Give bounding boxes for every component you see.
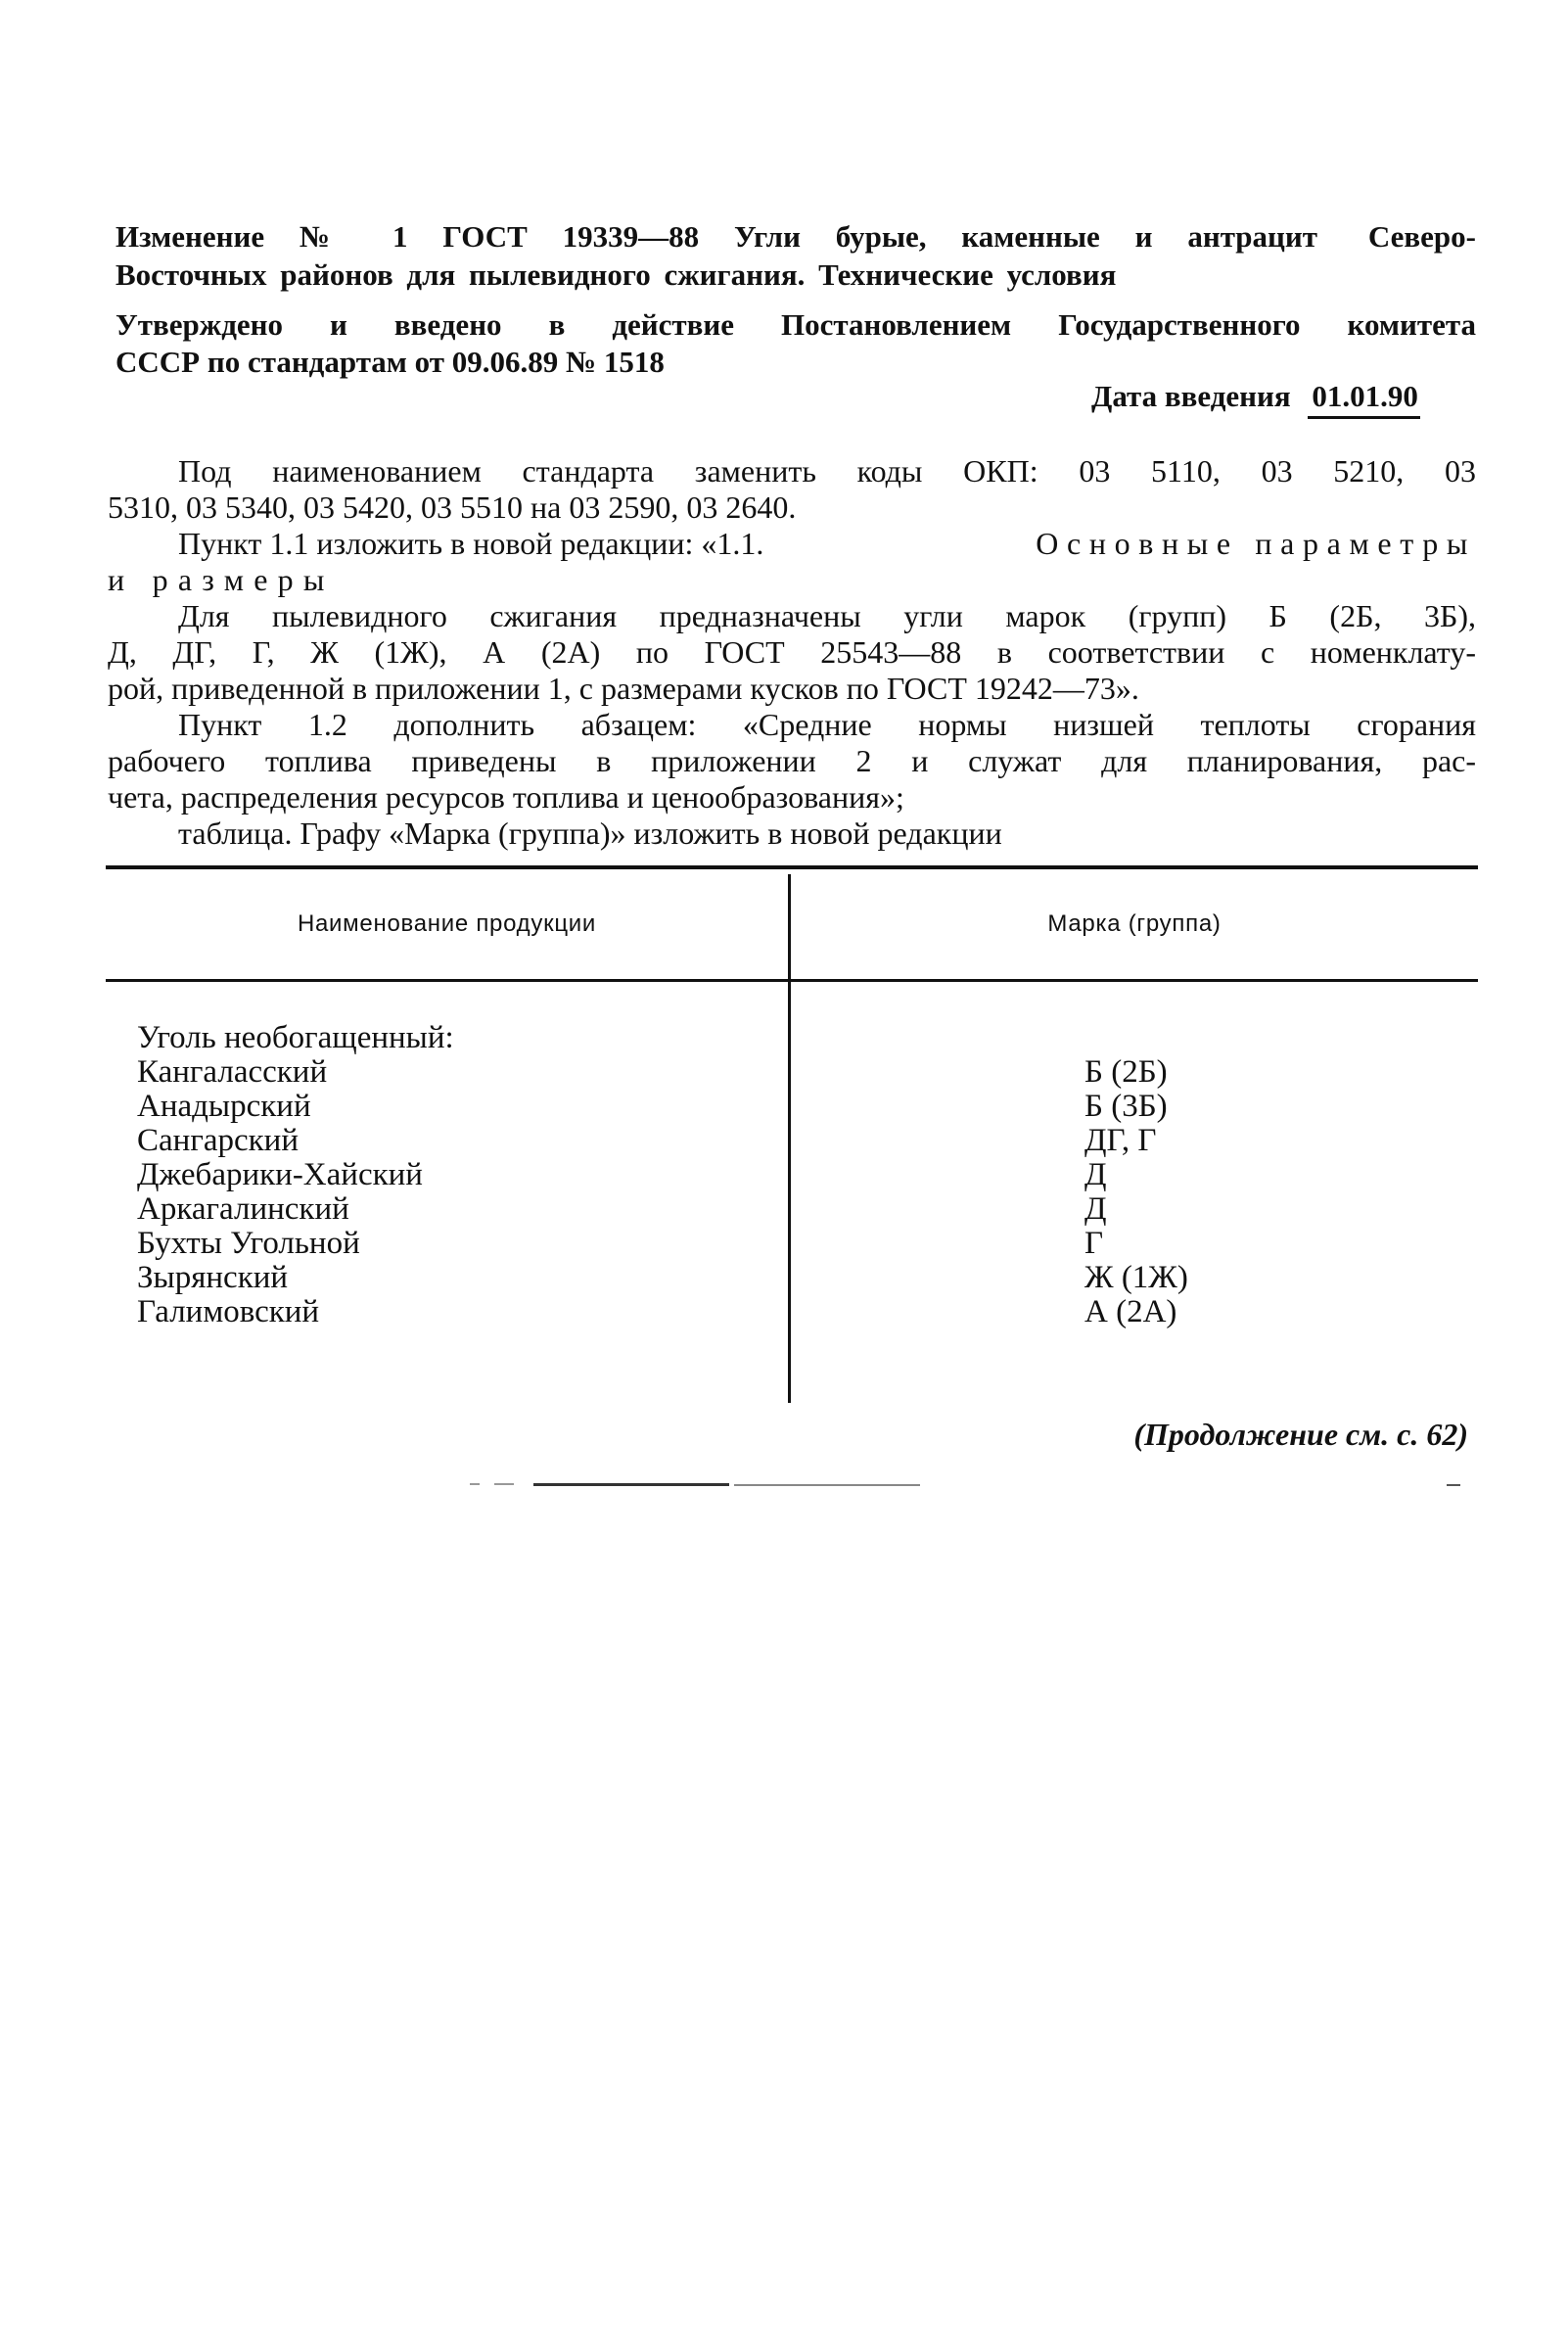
table-group-label: Уголь необогащенный: bbox=[137, 1020, 454, 1055]
paragraph-clause-1-2-line2: рабочего топлива приведены в приложении 2 и служат для планирования, рас- bbox=[108, 743, 1476, 778]
approval-line2: СССР по стандартам от 09.06.89 № 1518 bbox=[115, 345, 665, 379]
table-row-grade: Ж (1Ж) bbox=[1084, 1260, 1188, 1295]
table-row-name: Бухты Угольной bbox=[137, 1226, 360, 1261]
table-header-grade: Марка (группа) bbox=[1047, 910, 1222, 937]
paragraph-clause-1-1-line1 bbox=[178, 526, 1476, 562]
table-row-grade: Г bbox=[1084, 1226, 1104, 1261]
bottom-rule-faint bbox=[734, 1484, 920, 1486]
paragraph-clause-1-1-line2: и размеры bbox=[108, 562, 335, 597]
table-row-grade: А (2А) bbox=[1084, 1294, 1177, 1329]
clause-1-1-prefix: Пункт 1.1 изложить в новой редакции: «1.1. bbox=[178, 526, 764, 561]
table-row-name: Зырянский bbox=[137, 1260, 289, 1295]
paragraph-coal-grades-line3: рой, приведенной в приложении 1, с размерами кусков по ГОСТ 19242—73». bbox=[108, 671, 1139, 706]
table-header-rule bbox=[106, 979, 1478, 982]
scan-mark bbox=[494, 1483, 514, 1485]
paragraph-table-note: таблица. Графу «Марка (группа)» изложить в новой редакции bbox=[178, 815, 1002, 851]
table-row-name: Галимовский bbox=[137, 1294, 320, 1329]
paragraph-okp-line1: Под наименованием стандарта заменить коды ОКП: 03 5110, 03 5210, 03 bbox=[178, 453, 1476, 489]
effective-date-value: 01.01.90 bbox=[1308, 377, 1420, 419]
paragraph-okp-line2: 5310, 03 5340, 03 5420, 03 5510 на 03 2590, 03 2640. bbox=[108, 489, 797, 525]
table-top-rule bbox=[106, 865, 1478, 869]
paragraph-clause-1-2-line3: чета, распределения ресурсов топлива и ценообразования»; bbox=[108, 779, 904, 815]
table-row-name: Аркагалинский bbox=[137, 1191, 349, 1227]
table-row-grade: Б (2Б) bbox=[1084, 1054, 1168, 1090]
approval-line1: Утверждено и введено в действие Постановлением Государственного комитета bbox=[115, 307, 1476, 342]
effective-date-label: Дата введения bbox=[1091, 379, 1291, 413]
amendment-title-line1-left: Изменение № 1 ГОСТ 19339—88 Угли бурые, каменные и антрацит bbox=[115, 219, 1317, 254]
scan-mark bbox=[470, 1483, 480, 1485]
amendment-title-line1-right: Северо- bbox=[1367, 219, 1476, 254]
table-row-grade: ДГ, Г bbox=[1084, 1123, 1157, 1158]
bottom-rule bbox=[533, 1483, 729, 1486]
table-row-grade: Д bbox=[1084, 1157, 1107, 1192]
table-row-grade: Д bbox=[1084, 1191, 1107, 1227]
paragraph-coal-grades-line2: Д, ДГ, Г, Ж (1Ж), А (2А) по ГОСТ 25543—88 в соответствии с номенклату- bbox=[108, 634, 1476, 670]
scan-mark bbox=[1447, 1484, 1460, 1486]
paragraph-coal-grades-line1: Для пылевидного сжигания предназначены угли марок (групп) Б (2Б, 3Б), bbox=[178, 598, 1476, 633]
table-row-grade: Б (3Б) bbox=[1084, 1089, 1168, 1124]
table-row-name: Сангарский bbox=[137, 1123, 299, 1158]
clause-1-1-spaced-title: Основные параметры bbox=[1036, 526, 1476, 561]
table-row-name: Джебарики-Хайский bbox=[137, 1157, 423, 1192]
effective-date bbox=[1091, 377, 1478, 424]
table-header-product-name: Наименование продукции bbox=[297, 910, 597, 937]
amendment-title-line2: Восточных районов для пылевидного сжигания. Технические условия bbox=[115, 257, 1117, 292]
table-column-divider bbox=[788, 874, 791, 1403]
table-row-name: Анадырский bbox=[137, 1089, 311, 1124]
table-row-name: Кангаласский bbox=[137, 1054, 328, 1090]
continued-on-page-note: (Продолжение см. с. 62) bbox=[1133, 1417, 1468, 1452]
paragraph-clause-1-2-line1: Пункт 1.2 дополнить абзацем: «Средние нормы низшей теплоты сгорания bbox=[178, 707, 1476, 742]
